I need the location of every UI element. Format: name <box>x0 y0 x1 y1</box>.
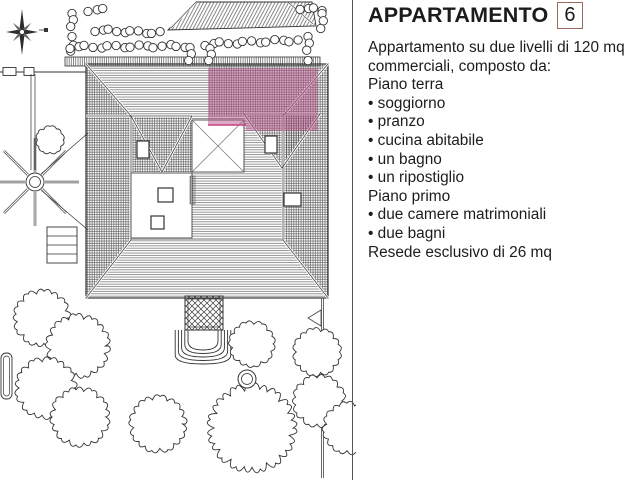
description-line: Piano terra <box>368 76 444 94</box>
description-line: • cucina abitabile <box>368 131 484 149</box>
highlighted-apartment-area <box>208 68 318 131</box>
description-line: Resede esclusivo di 26 mq <box>368 243 552 261</box>
description-line: • pranzo <box>368 113 425 131</box>
description-line: Piano primo <box>368 187 451 205</box>
entrance-porch <box>175 296 231 364</box>
listing-text-panel <box>368 2 640 262</box>
planter <box>1 353 12 399</box>
description-line: • un ripostiglio <box>368 169 465 187</box>
neighbor-roof <box>168 2 316 30</box>
description-line: • due camere matrimoniali <box>368 206 547 224</box>
garden-steps <box>47 227 77 263</box>
title-row <box>368 2 640 29</box>
description-line: • soggiorno <box>368 94 446 112</box>
description-line: • due bagni <box>368 224 446 242</box>
unit-number-badge: 6 <box>557 2 582 29</box>
description-line: Appartamento su due livelli di 120 mq <box>368 39 625 56</box>
main-roof-plan <box>86 64 328 298</box>
apartment-title: APPARTAMENTO <box>368 3 549 27</box>
description-line: commerciali, composto da: <box>368 57 552 75</box>
garden-well <box>238 370 256 388</box>
apartment-description <box>368 39 640 262</box>
description-line: • un bagno <box>368 150 442 168</box>
compass-rose-icon <box>4 9 48 55</box>
